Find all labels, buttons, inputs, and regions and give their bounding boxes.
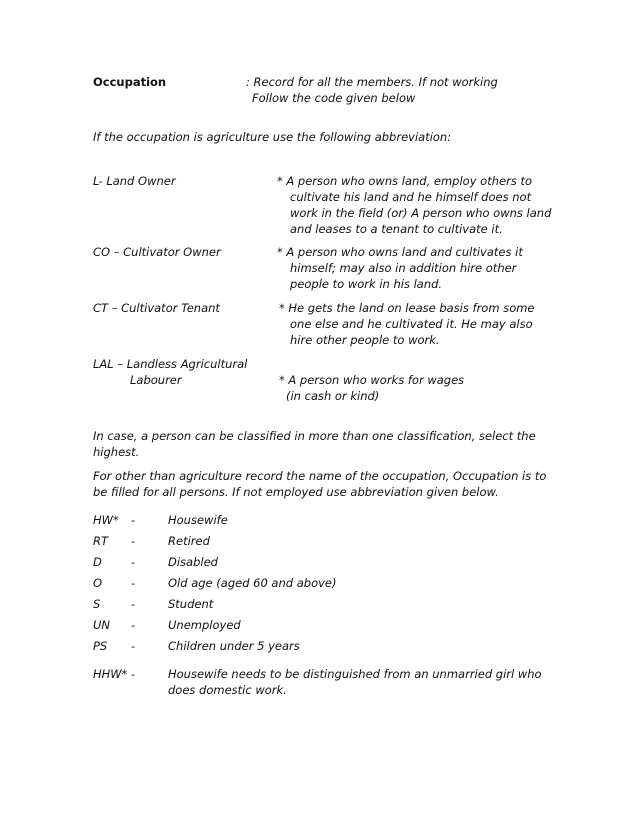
desc-cultivator-tenant-1: * He gets the land on lease basis from some: [279, 301, 535, 315]
abbr-code: RT: [93, 534, 109, 548]
abbr-meaning: Unemployed: [168, 618, 241, 632]
desc-landless-labourer-1: * A person who works for wages: [279, 373, 465, 387]
abbr-code: S: [93, 597, 101, 611]
non-agri-note-1: For other than agriculture record the name of the occupation, Occupation is to: [93, 469, 547, 483]
abbr-code: HW*: [93, 513, 119, 527]
abbr-meaning: Disabled: [168, 555, 218, 569]
code-cultivator-owner: CO – Cultivator Owner: [93, 245, 221, 259]
abbr-dash: -: [131, 639, 136, 653]
desc-landless-labourer-2: (in cash or kind): [286, 389, 380, 403]
desc-land-owner-1: * A person who owns land, employ others to: [277, 174, 533, 188]
abbr-meaning: Student: [168, 597, 214, 611]
desc-cultivator-owner-3: people to work in his land.: [290, 277, 443, 291]
occupation-desc-line2: Follow the code given below: [252, 91, 416, 105]
hhw-code: HHW*: [93, 667, 128, 681]
non-agri-note-2: be filled for all persons. If not employed use abbreviation given below.: [93, 485, 499, 499]
abbr-dash: -: [131, 534, 136, 548]
occupation-label: Occupation: [93, 75, 167, 89]
desc-cultivator-owner-2: himself; may also in addition hire other: [290, 261, 517, 275]
multi-class-note-2: highest.: [93, 445, 140, 459]
abbr-dash: -: [131, 576, 136, 590]
desc-land-owner-4: and leases to a tenant to cultivate it.: [290, 222, 503, 236]
occupation-desc-line1: : Record for all the members. If not working: [246, 75, 498, 89]
abbr-dash: -: [131, 513, 136, 527]
hhw-note-line2: does domestic work.: [168, 683, 287, 697]
abbr-code: UN: [93, 618, 111, 632]
multi-class-note-1: In case, a person can be classified in more than one classification, select the: [93, 429, 536, 443]
abbr-meaning: Old age (aged 60 and above): [168, 576, 337, 590]
abbr-meaning: Housewife: [168, 513, 228, 527]
abbr-dash: -: [131, 555, 136, 569]
code-landless-labourer-2: Labourer: [130, 373, 182, 387]
desc-land-owner-2: cultivate his land and he himself does not: [290, 190, 532, 204]
desc-cultivator-tenant-2: one else and he cultivated it. He may also: [290, 317, 533, 331]
desc-cultivator-tenant-3: hire other people to work.: [290, 333, 440, 347]
desc-land-owner-3: work in the field (or) A person who owns land: [290, 206, 552, 220]
abbr-code: D: [93, 555, 102, 569]
agri-intro: If the occupation is agriculture use the following abbreviation:: [93, 130, 452, 144]
abbr-code: PS: [93, 639, 108, 653]
code-landless-labourer-1: LAL – Landless Agricultural: [93, 357, 248, 371]
code-land-owner: L- Land Owner: [93, 174, 176, 188]
hhw-dash: -: [131, 667, 136, 681]
abbr-code: O: [93, 576, 103, 590]
abbr-meaning: Children under 5 years: [168, 639, 300, 653]
hhw-note-line1: Housewife needs to be distinguished from an unmarried girl who: [168, 667, 542, 681]
desc-cultivator-owner-1: * A person who owns land and cultivates it: [277, 245, 523, 259]
abbr-dash: -: [131, 597, 136, 611]
abbr-meaning: Retired: [168, 534, 210, 548]
abbr-dash: -: [131, 618, 136, 632]
code-cultivator-tenant: CT – Cultivator Tenant: [93, 301, 220, 315]
